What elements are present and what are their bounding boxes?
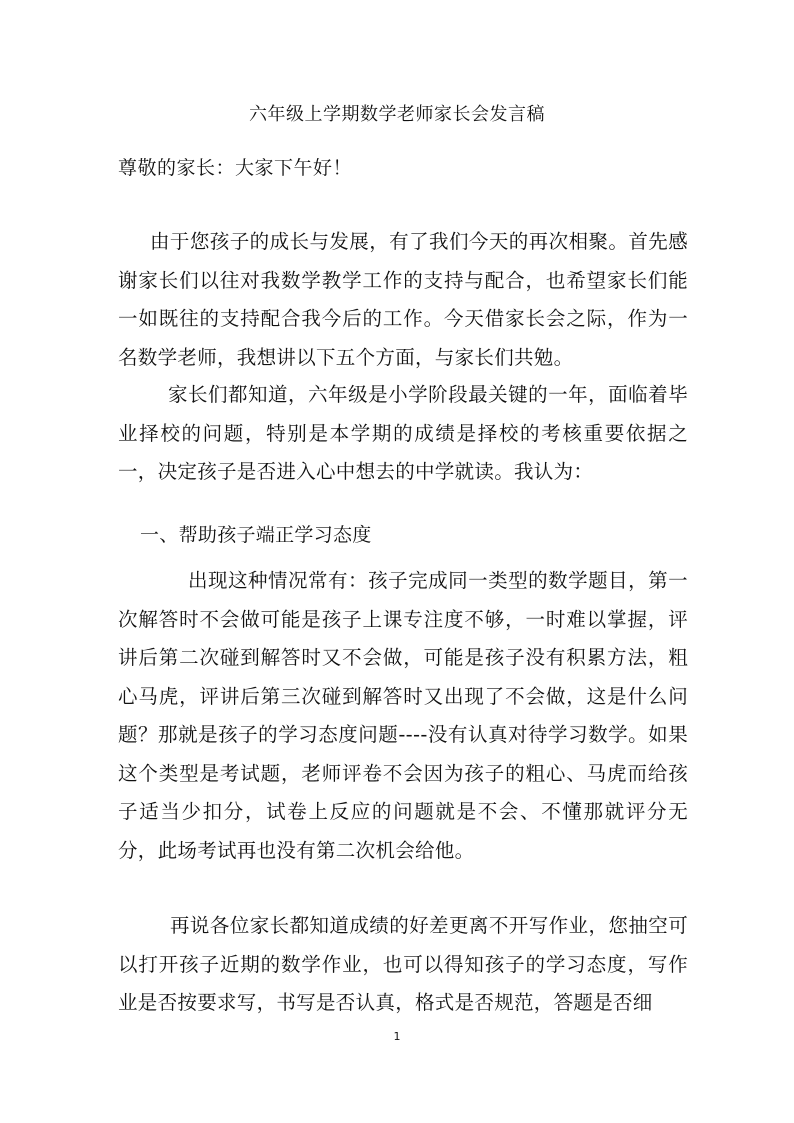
paragraph-intro: 由于您孩子的成长与发展，有了我们今天的再次相聚。首先感谢家长们以往对我数学教学工作的支持与配合，也希望家长们能一如既往的支持配合我今后的工作。今天借家长会之际，作为一名数学老师，我想讲以下五个方面，与家长们共勉。 <box>118 230 688 369</box>
section-heading: 一、帮助孩子端正学习态度 <box>140 524 372 546</box>
salutation: 尊敬的家长：大家下午好！ <box>118 157 353 179</box>
paragraph-study-attitude: 出现这种情况常有：孩子完成同一类型的数学题目，第一次解答时不会做可能是孩子上课专注度不够，一时难以掌握，评讲后第二次碰到解答时又不会做，可能是孩子没有积累方法，粗心马虎，评讲后第三次碰到解答时又出现了不会做，这是什么问题？那就是孩子的学习态度问题----没有认真对待学习数学。如果这个类型是考试题，老师评卷不会因为孩子的粗心、马虎而给孩子适当少扣分，试卷上反应的问题就是不会、不懂那就评分无分，此场考试再也没有第二次机会给他。 <box>118 569 688 862</box>
document-title: 六年级上学期数学老师家长会发言稿 <box>249 104 545 125</box>
paragraph-grade-six: 家长们都知道，六年级是小学阶段最关键的一年，面临着毕业择校的问题，特别是本学期的成绩是择校的考核重要依据之一，决定孩子是否进入心中想去的中学就读。我认为： <box>118 383 688 483</box>
paragraph-homework: 再说各位家长都知道成绩的好差更离不开写作业，您抽空可以打开孩子近期的数学作业，也可以得知孩子的学习态度，写作业是否按要求写，书写是否认真，格式是否规范，答题是否细 <box>118 914 688 1014</box>
page-number: 1 <box>393 1030 401 1043</box>
